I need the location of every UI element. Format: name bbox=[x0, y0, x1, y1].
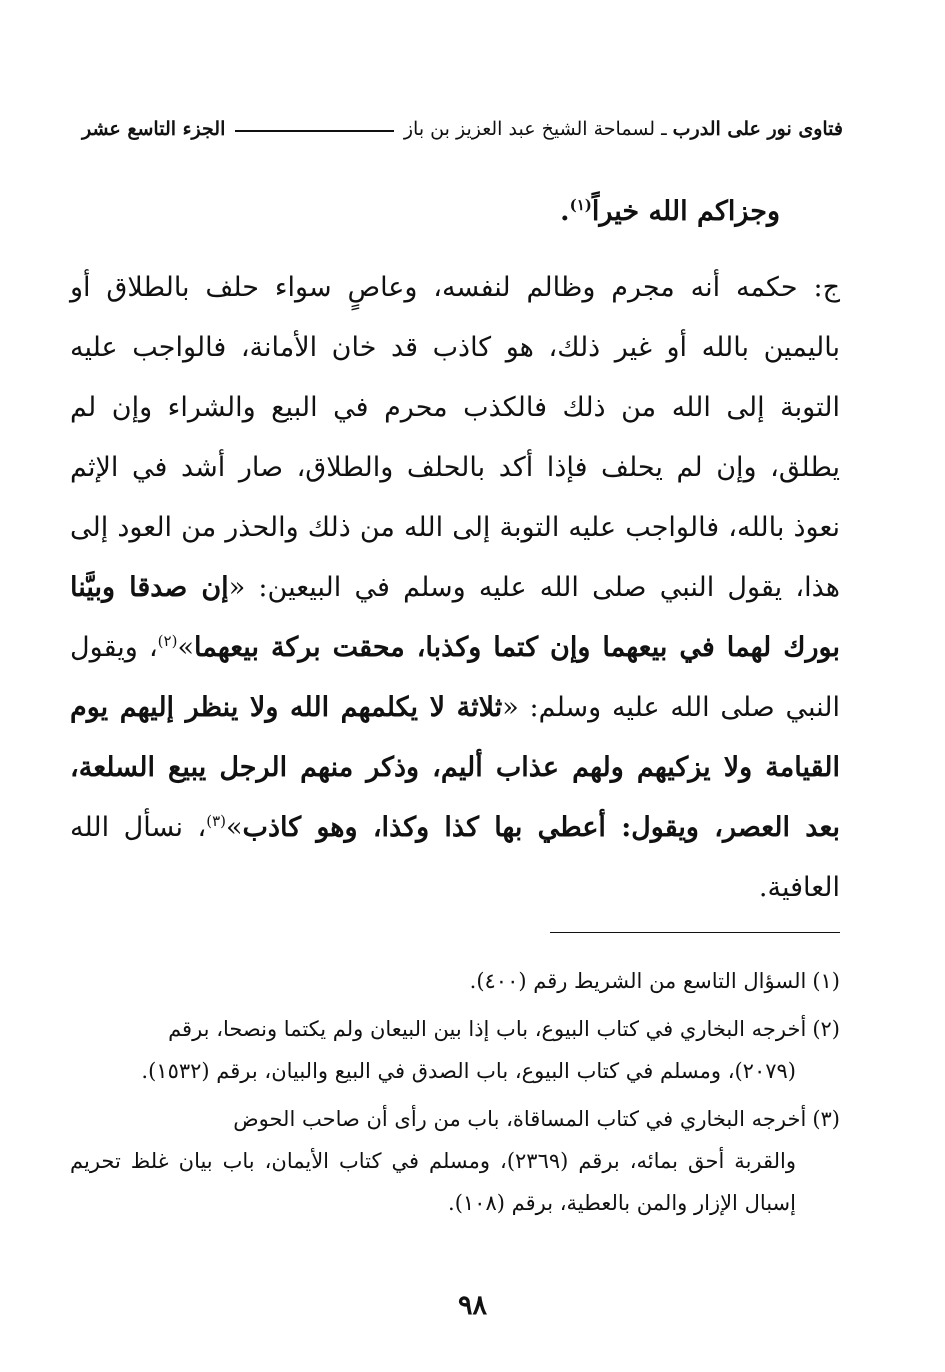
answer-text-2: ، ويقول النبي صلى الله عليه وسلم: « bbox=[70, 632, 840, 723]
hadith-2: ثلاثة لا يكلمهم الله ولا ينظر إليهم يوم القيامة ولا يزكيهم ولهم عذاب أليم، وذكر منهم الرجل يبيع السلعة، بعد العصر، ويقول: أعطي بها كذا وكذا، وهو كاذب bbox=[70, 692, 841, 843]
footnote-ref-2: (٢) bbox=[157, 632, 178, 650]
footnote-continuation: والقربة أحق بمائه، برقم (٢٣٦٩)، ومسلم في كتاب الأيمان، باب بيان غلظ تحريم إسبال الإزار والمن بالعطية، برقم (١٠٨). bbox=[70, 1149, 796, 1215]
answer-text-1: ج: حكمه أنه مجرم وظالم لنفسه، وعاصٍ سواء حلف بالطلاق أو باليمين بالله أو غير ذلك، هو كاذب قد خان الأمانة، فالواجب عليه التوبة إلى الله من ذلك فالكذب محرم في البيع والشراء وإن لم يطلق، وإن لم يحلف فإذا أكد بالحلف والطلاق، صار أشد في الإثم نعوذ بالله، فالواجب عليه التوبة إلى الله من ذلك والحذر من العود إلى هذا، يقول النبي صلى الله عليه وسلم في البيعين: « bbox=[70, 272, 841, 603]
header-separator: ـ bbox=[661, 118, 667, 140]
footnotes bbox=[70, 960, 840, 1230]
footnote-ref-1: (١) bbox=[569, 196, 592, 214]
footnote-text: السؤال التاسع من الشريط رقم (٤٠٠). bbox=[469, 969, 807, 993]
footnote-number: (١) bbox=[812, 969, 840, 993]
author-line: لسماحة الشيخ عبد العزيز بن باز bbox=[403, 118, 656, 140]
footnote-text: أخرجه البخاري في كتاب المساقاة، باب من رأى أن صاحب الحوض bbox=[233, 1107, 807, 1131]
footnote-ref-3: (٣) bbox=[206, 812, 227, 830]
opening-line: وجزاكم الله خيراً$^{(١)}$. bbox=[560, 196, 780, 227]
page-number: ٩٨ bbox=[457, 1290, 487, 1321]
footnote-separator bbox=[550, 932, 840, 933]
volume-label: الجزء التاسع عشر bbox=[82, 118, 226, 140]
book-title: فتاوى نور على الدرب bbox=[672, 118, 843, 140]
answer-paragraph bbox=[70, 258, 840, 918]
footnote-1 bbox=[70, 960, 840, 1002]
footnote-continuation: (٢٠٧٩)، ومسلم في كتاب البيوع، باب الصدق في البيع والبيان، برقم (١٥٣٢). bbox=[141, 1059, 796, 1083]
header-rule bbox=[235, 130, 394, 132]
hadith-1: إن صدقا وبيَّنا بورك لهما في بيعهما وإن كتما وكذبا، محقت بركة بيعهما bbox=[70, 572, 840, 663]
answer-text-3: ، نسأل الله العافية. bbox=[70, 812, 840, 903]
footnote-3 bbox=[70, 1098, 840, 1224]
main-text bbox=[70, 182, 840, 918]
running-header bbox=[82, 118, 843, 140]
hadith-2-close: » bbox=[226, 812, 243, 843]
footnote-2 bbox=[70, 1008, 840, 1092]
footnote-number: (٢) bbox=[812, 1017, 840, 1041]
opening-text: وجزاكم الله خيراً bbox=[591, 196, 780, 227]
footnote-number: (٣) bbox=[812, 1107, 840, 1131]
footnote-text: أخرجه البخاري في كتاب البيوع، باب إذا بين البيعان ولم يكتما ونصحا، برقم bbox=[168, 1017, 807, 1041]
hadith-1-close: » bbox=[177, 632, 194, 663]
